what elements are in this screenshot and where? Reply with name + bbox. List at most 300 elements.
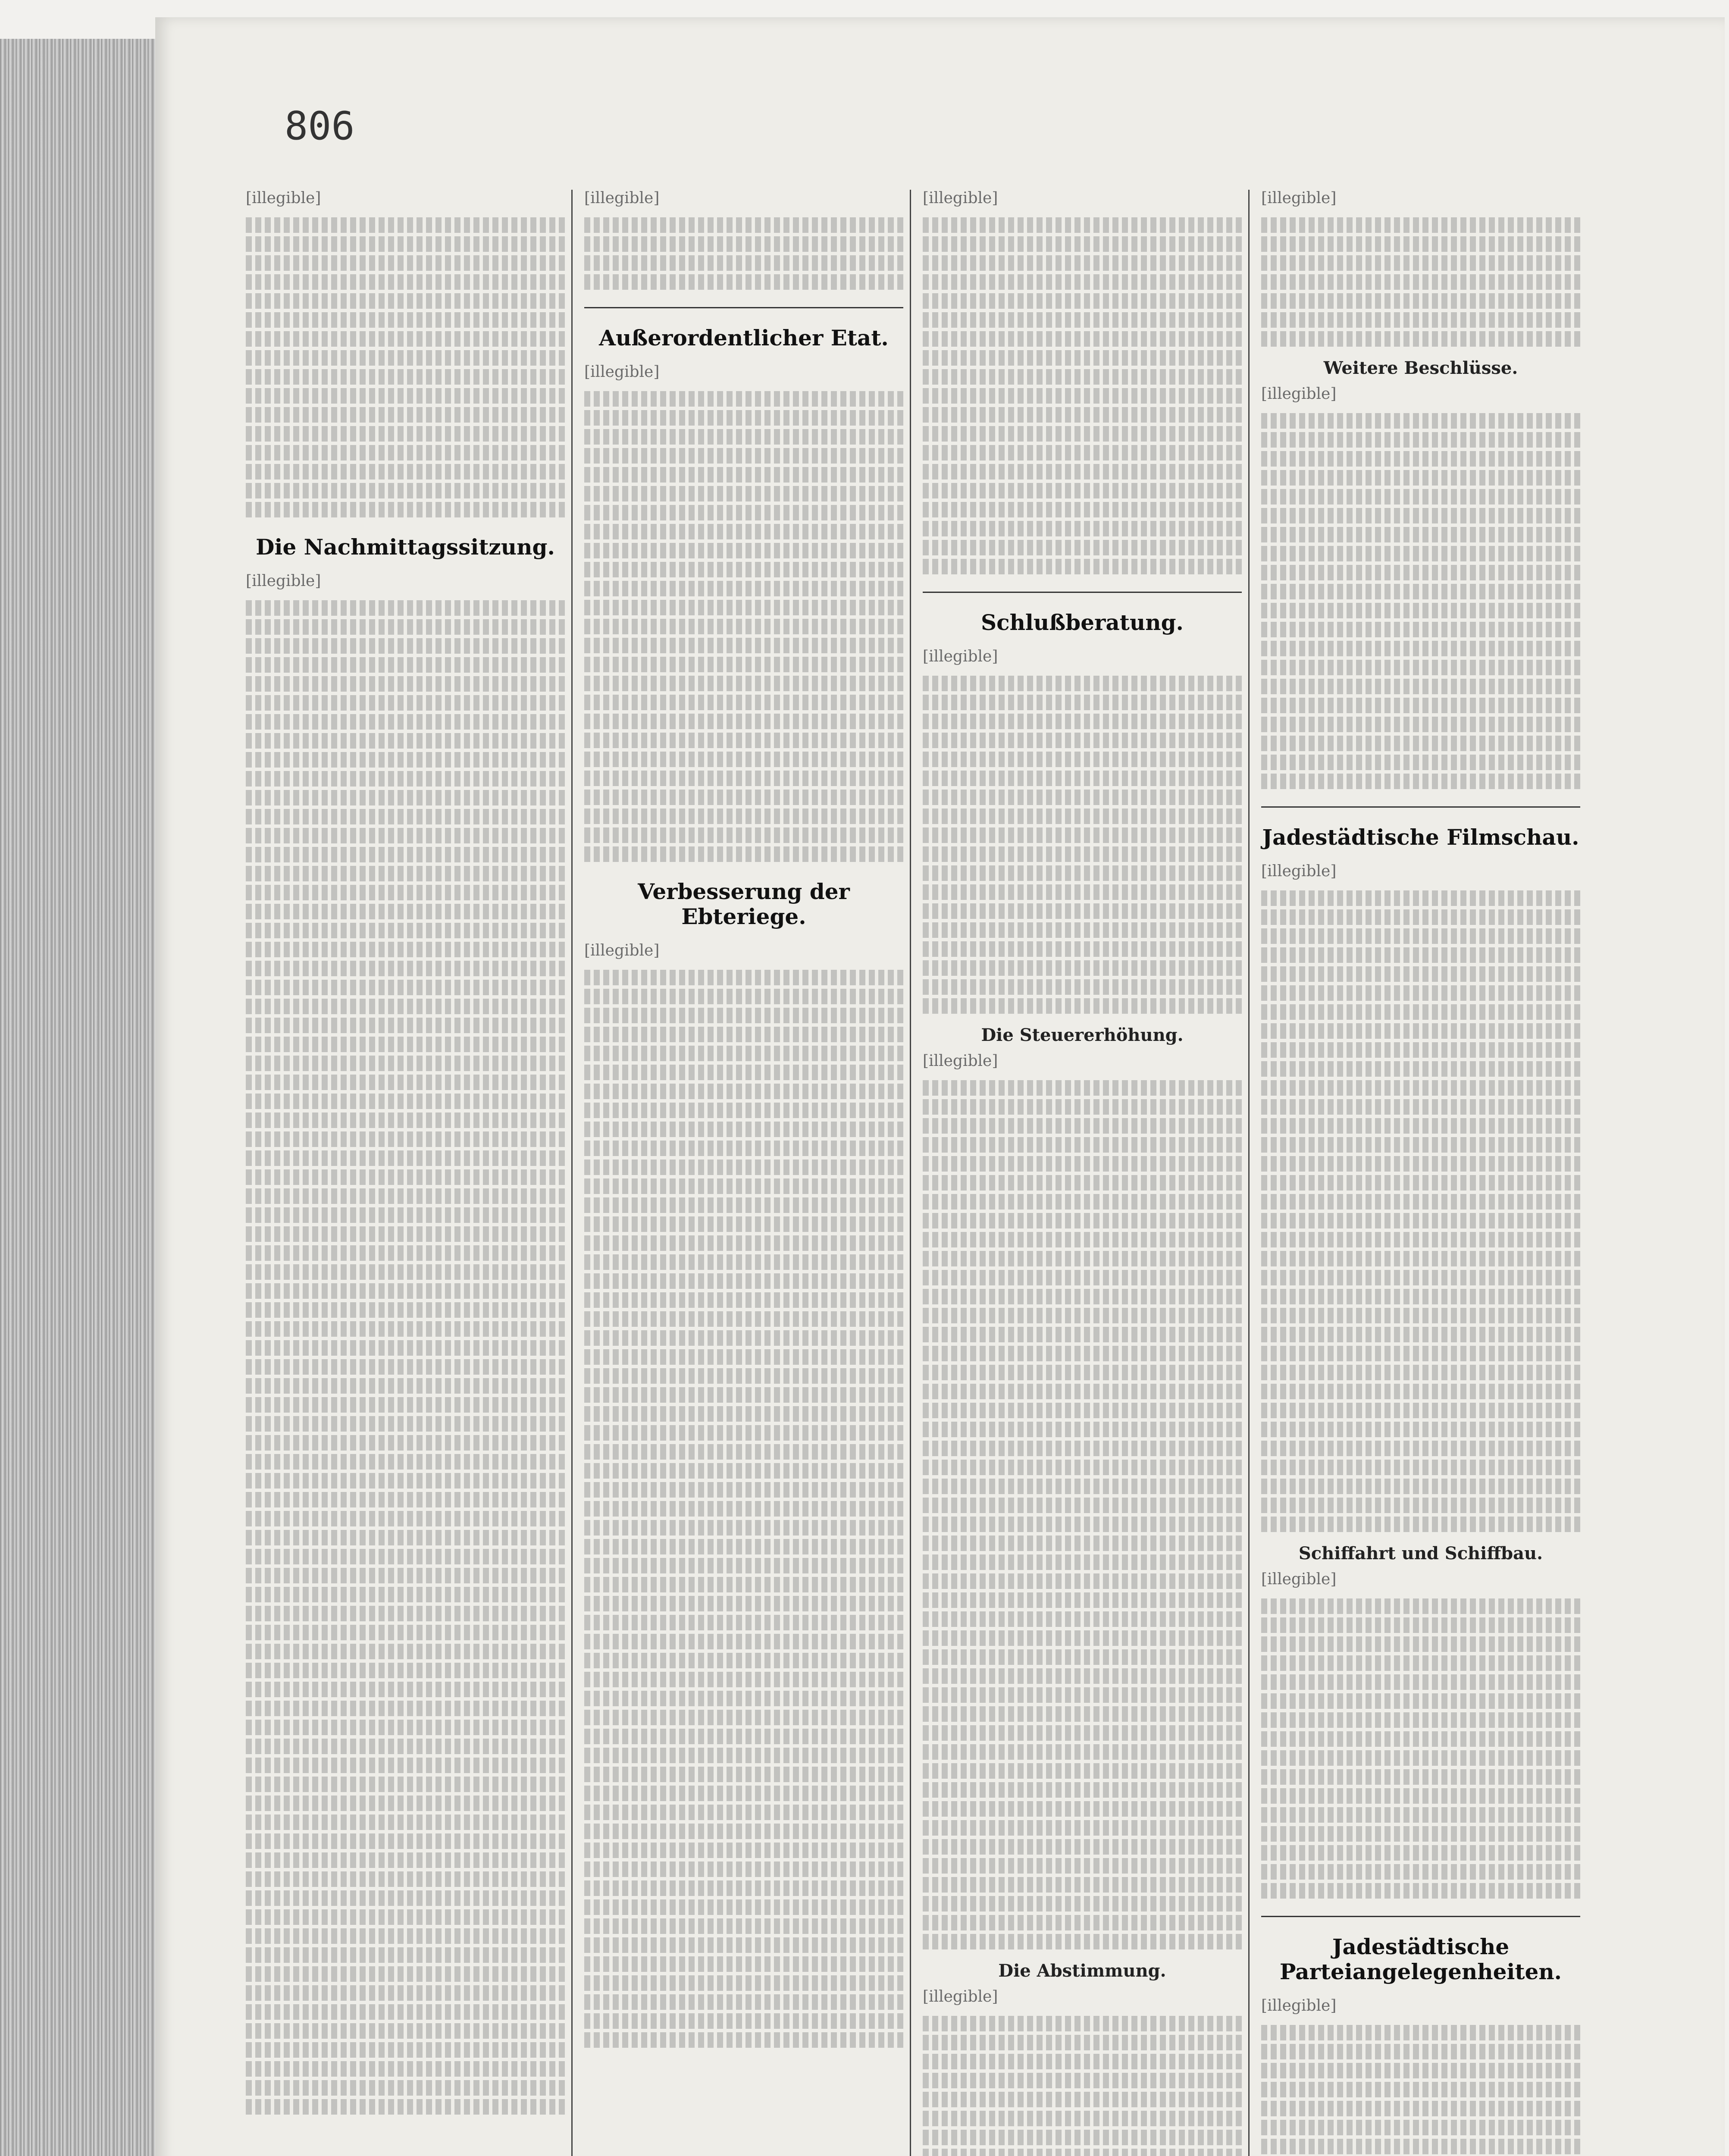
text-line bbox=[1261, 1617, 1580, 1633]
text-line bbox=[246, 1852, 565, 1868]
text-line bbox=[584, 1463, 903, 1479]
text-line bbox=[584, 1539, 903, 1554]
text-line bbox=[246, 1378, 565, 1394]
text-line bbox=[246, 1606, 565, 1621]
text-line bbox=[1261, 1403, 1580, 1418]
text-line bbox=[1261, 890, 1580, 906]
text-line bbox=[1261, 622, 1580, 637]
text-line bbox=[923, 676, 1242, 691]
text-line bbox=[584, 1596, 903, 1611]
text-line bbox=[1261, 1042, 1580, 1058]
text-line bbox=[246, 2080, 565, 2096]
text-line bbox=[246, 1625, 565, 1640]
text-line bbox=[584, 771, 903, 786]
text-line bbox=[246, 695, 565, 711]
text-line bbox=[923, 1839, 1242, 1855]
text-line bbox=[923, 1611, 1242, 1627]
text-line bbox=[584, 714, 903, 729]
text-line bbox=[1261, 1384, 1580, 1399]
text-line bbox=[923, 2130, 1242, 2145]
text-line bbox=[1261, 1251, 1580, 1266]
text-line bbox=[923, 1365, 1242, 1380]
text-line bbox=[584, 1824, 903, 1839]
text-line bbox=[923, 1137, 1242, 1153]
text-line bbox=[923, 1327, 1242, 1342]
text-line bbox=[923, 1384, 1242, 1399]
text-line bbox=[584, 1691, 903, 1706]
text-line bbox=[246, 2099, 565, 2115]
text-line bbox=[584, 752, 903, 767]
text-line bbox=[923, 922, 1242, 938]
text-line bbox=[1261, 255, 1580, 271]
text-line bbox=[584, 790, 903, 805]
text-line bbox=[584, 1710, 903, 1725]
text-line bbox=[246, 1245, 565, 1261]
section-heading: Jadestädtische Filmschau. bbox=[1262, 824, 1579, 850]
text-line bbox=[923, 1460, 1242, 1475]
text-line bbox=[1261, 274, 1580, 290]
text-line bbox=[246, 312, 565, 328]
text-line bbox=[246, 1985, 565, 2001]
text-line bbox=[1261, 641, 1580, 656]
text-line bbox=[584, 505, 903, 520]
text-line bbox=[246, 426, 565, 442]
text-line bbox=[246, 828, 565, 843]
text-line bbox=[923, 903, 1242, 919]
article-text: [illegible] bbox=[1261, 862, 1337, 880]
section-divider bbox=[1261, 1916, 1580, 1917]
text-line bbox=[923, 1896, 1242, 1912]
text-line bbox=[584, 1197, 903, 1213]
text-line bbox=[1261, 2025, 1580, 2040]
text-line bbox=[1261, 1422, 1580, 1437]
text-line bbox=[584, 846, 903, 862]
text-line bbox=[1261, 1194, 1580, 1210]
text-line bbox=[246, 1150, 565, 1166]
article-text: [illegible] bbox=[584, 189, 660, 207]
text-line bbox=[923, 217, 1242, 233]
text-line bbox=[923, 1687, 1242, 1703]
article-text: [illegible] bbox=[923, 1052, 998, 1070]
text-line bbox=[1261, 1023, 1580, 1039]
text-line bbox=[1261, 1693, 1580, 1709]
text-line bbox=[923, 426, 1242, 442]
text-line bbox=[584, 827, 903, 843]
article-text: [illegible] bbox=[923, 1988, 998, 2006]
text-line bbox=[584, 2013, 903, 2029]
text-line bbox=[584, 808, 903, 824]
text-line bbox=[1261, 546, 1580, 561]
text-line bbox=[923, 407, 1242, 423]
text-line bbox=[1261, 1080, 1580, 1096]
article-text: [illegible] bbox=[246, 572, 321, 590]
text-line bbox=[246, 483, 565, 498]
text-line bbox=[584, 1937, 903, 1953]
text-line bbox=[246, 1511, 565, 1526]
text-line bbox=[923, 1118, 1242, 1134]
text-line bbox=[584, 695, 903, 710]
text-line bbox=[923, 1706, 1242, 1722]
text-line bbox=[923, 274, 1242, 290]
text-line bbox=[923, 1479, 1242, 1494]
text-line bbox=[923, 1175, 1242, 1191]
text-line bbox=[584, 1843, 903, 1858]
text-line bbox=[584, 486, 903, 501]
text-line bbox=[584, 1558, 903, 1573]
text-line bbox=[246, 1966, 565, 1982]
text-line bbox=[584, 1159, 903, 1175]
text-line bbox=[584, 1273, 903, 1289]
text-line bbox=[923, 979, 1242, 995]
text-line bbox=[1261, 1175, 1580, 1191]
text-line bbox=[246, 331, 565, 347]
text-line bbox=[923, 865, 1242, 881]
text-line bbox=[923, 350, 1242, 366]
text-line bbox=[923, 559, 1242, 574]
text-line bbox=[246, 1473, 565, 1489]
text-line bbox=[584, 1141, 903, 1156]
text-line bbox=[1261, 2063, 1580, 2078]
text-line bbox=[923, 960, 1242, 976]
text-line bbox=[923, 846, 1242, 862]
text-line bbox=[1261, 1441, 1580, 1456]
text-line bbox=[923, 1744, 1242, 1760]
text-line bbox=[1261, 1712, 1580, 1728]
text-line bbox=[1261, 2139, 1580, 2154]
text-line bbox=[246, 1321, 565, 1337]
text-line bbox=[584, 1311, 903, 1327]
text-line bbox=[1261, 679, 1580, 694]
text-line bbox=[246, 1359, 565, 1375]
text-line bbox=[246, 999, 565, 1014]
text-line bbox=[923, 941, 1242, 957]
text-line bbox=[246, 1283, 565, 1299]
text-line bbox=[1261, 1061, 1580, 1077]
text-line bbox=[923, 771, 1242, 786]
text-line bbox=[246, 600, 565, 616]
text-line bbox=[584, 733, 903, 748]
text-line bbox=[246, 236, 565, 252]
text-line bbox=[1261, 2082, 1580, 2097]
column-divider bbox=[571, 190, 573, 2156]
text-line bbox=[1261, 966, 1580, 982]
text-line bbox=[246, 1131, 565, 1147]
text-line bbox=[1261, 1598, 1580, 1614]
section-divider bbox=[923, 592, 1242, 593]
text-line bbox=[584, 1748, 903, 1763]
text-line bbox=[584, 1065, 903, 1080]
text-line bbox=[246, 1701, 565, 1716]
text-line bbox=[1261, 1232, 1580, 1247]
text-line bbox=[246, 942, 565, 957]
text-line bbox=[246, 1777, 565, 1792]
text-line bbox=[584, 1767, 903, 1782]
text-line bbox=[923, 1592, 1242, 1608]
text-line bbox=[584, 676, 903, 691]
text-line bbox=[1261, 1788, 1580, 1804]
text-line bbox=[923, 1820, 1242, 1836]
text-line bbox=[1261, 217, 1580, 233]
text-line bbox=[584, 1975, 903, 1991]
text-line bbox=[246, 1663, 565, 1678]
text-line bbox=[584, 1615, 903, 1630]
page-number: 806 bbox=[285, 103, 355, 149]
text-line bbox=[923, 790, 1242, 805]
text-line bbox=[584, 1330, 903, 1346]
newspaper-page bbox=[155, 17, 1725, 2156]
text-line bbox=[1261, 1498, 1580, 1513]
column-3 bbox=[923, 190, 1242, 2156]
text-line bbox=[584, 1046, 903, 1061]
text-line bbox=[923, 1308, 1242, 1323]
text-line bbox=[584, 1368, 903, 1384]
text-line bbox=[246, 2061, 565, 2077]
text-line bbox=[923, 1194, 1242, 1210]
text-line bbox=[1261, 1517, 1580, 1532]
text-line bbox=[246, 1928, 565, 1944]
section-heading: Verbesserung der Ebteriege. bbox=[638, 879, 850, 929]
text-line bbox=[923, 540, 1242, 555]
text-line bbox=[923, 255, 1242, 271]
text-line bbox=[246, 961, 565, 976]
text-line bbox=[1261, 1674, 1580, 1690]
text-line bbox=[923, 1232, 1242, 1247]
text-line bbox=[246, 2023, 565, 2039]
text-line bbox=[923, 1858, 1242, 1874]
text-line bbox=[246, 445, 565, 461]
text-line bbox=[246, 1909, 565, 1925]
text-line bbox=[923, 1403, 1242, 1418]
text-line bbox=[923, 1441, 1242, 1456]
text-line bbox=[584, 1653, 903, 1668]
text-line bbox=[1261, 1099, 1580, 1115]
text-line bbox=[1261, 1750, 1580, 1766]
text-line bbox=[923, 1099, 1242, 1115]
text-line bbox=[1261, 1864, 1580, 1880]
text-line bbox=[923, 1080, 1242, 1096]
text-line bbox=[1261, 1636, 1580, 1652]
text-line bbox=[923, 445, 1242, 461]
text-line bbox=[246, 904, 565, 919]
text-line bbox=[246, 407, 565, 423]
text-line bbox=[1261, 603, 1580, 618]
text-line bbox=[923, 1573, 1242, 1589]
text-line bbox=[584, 1387, 903, 1403]
text-line bbox=[1261, 508, 1580, 523]
text-line bbox=[923, 998, 1242, 1014]
text-line bbox=[923, 1346, 1242, 1361]
text-line bbox=[584, 1349, 903, 1365]
section-heading: Jadestädtische Parteiangelegenheiten. bbox=[1279, 1934, 1562, 1984]
text-line bbox=[246, 619, 565, 635]
text-line bbox=[584, 1861, 903, 1877]
text-line bbox=[1261, 660, 1580, 675]
text-line bbox=[246, 350, 565, 366]
column-1 bbox=[246, 190, 565, 2156]
text-line bbox=[1261, 432, 1580, 448]
column-divider bbox=[1248, 190, 1250, 2156]
text-line bbox=[584, 448, 903, 464]
text-line bbox=[923, 464, 1242, 479]
text-line bbox=[584, 1254, 903, 1270]
text-line bbox=[246, 1416, 565, 1432]
text-line bbox=[923, 388, 1242, 404]
column-divider bbox=[910, 190, 911, 2156]
text-line bbox=[584, 1122, 903, 1137]
text-line bbox=[923, 695, 1242, 710]
text-line bbox=[923, 714, 1242, 729]
article-text: [illegible] bbox=[923, 648, 998, 665]
text-line bbox=[923, 2073, 1242, 2088]
text-line bbox=[923, 1517, 1242, 1532]
article-text: [illegible] bbox=[923, 189, 998, 207]
text-line bbox=[246, 369, 565, 385]
section-divider bbox=[1261, 806, 1580, 808]
text-line bbox=[923, 483, 1242, 498]
text-line bbox=[246, 1587, 565, 1602]
text-line bbox=[584, 236, 903, 252]
text-line bbox=[246, 1207, 565, 1223]
text-line bbox=[584, 1216, 903, 1232]
text-line bbox=[246, 255, 565, 271]
text-line bbox=[246, 1833, 565, 1849]
text-line bbox=[1261, 717, 1580, 732]
text-line bbox=[246, 771, 565, 787]
text-line bbox=[246, 657, 565, 673]
text-line bbox=[923, 1156, 1242, 1172]
text-line bbox=[584, 638, 903, 653]
text-line bbox=[584, 1994, 903, 2010]
text-line bbox=[246, 502, 565, 517]
text-line bbox=[584, 1292, 903, 1308]
text-line bbox=[1261, 1845, 1580, 1861]
subsection-heading: Weitere Beschlüsse. bbox=[1323, 358, 1518, 378]
text-line bbox=[1261, 2101, 1580, 2116]
article-text: [illegible] bbox=[246, 189, 321, 207]
text-line bbox=[246, 1435, 565, 1451]
text-line bbox=[584, 1634, 903, 1649]
text-line bbox=[1261, 2044, 1580, 2059]
text-line bbox=[1261, 1807, 1580, 1823]
text-line bbox=[1261, 1289, 1580, 1304]
text-line bbox=[1261, 1883, 1580, 1899]
text-line bbox=[923, 2035, 1242, 2050]
text-line bbox=[923, 312, 1242, 328]
text-line bbox=[246, 1720, 565, 1735]
subsection-heading: Die Steuererhöhung. bbox=[981, 1025, 1184, 1045]
text-line bbox=[246, 217, 565, 233]
text-line bbox=[246, 2004, 565, 2020]
article-text: [illegible] bbox=[584, 363, 660, 381]
text-line bbox=[584, 391, 903, 407]
text-line bbox=[923, 752, 1242, 767]
text-line bbox=[1261, 928, 1580, 944]
text-line bbox=[923, 293, 1242, 309]
text-line bbox=[246, 293, 565, 309]
text-line bbox=[923, 1630, 1242, 1646]
text-line bbox=[246, 1796, 565, 1811]
text-line bbox=[923, 236, 1242, 252]
text-line bbox=[246, 980, 565, 995]
text-line bbox=[584, 1899, 903, 1915]
text-line bbox=[246, 752, 565, 768]
text-line bbox=[584, 467, 903, 483]
text-line bbox=[584, 524, 903, 539]
text-line bbox=[584, 1425, 903, 1441]
text-line bbox=[1261, 1826, 1580, 1842]
text-line bbox=[1261, 1308, 1580, 1323]
text-line bbox=[246, 733, 565, 749]
text-line bbox=[1261, 1156, 1580, 1172]
text-line bbox=[584, 1880, 903, 1896]
text-line bbox=[923, 1498, 1242, 1513]
text-line bbox=[923, 521, 1242, 536]
text-line bbox=[1261, 909, 1580, 925]
text-line bbox=[923, 2111, 1242, 2126]
text-line bbox=[1261, 584, 1580, 599]
text-line bbox=[584, 410, 903, 426]
column-4 bbox=[1261, 190, 1580, 2156]
text-line bbox=[1261, 451, 1580, 467]
text-line bbox=[1261, 293, 1580, 309]
text-line bbox=[923, 1251, 1242, 1266]
text-line bbox=[1261, 331, 1580, 347]
text-line bbox=[246, 1492, 565, 1507]
text-line bbox=[1261, 698, 1580, 713]
text-line bbox=[246, 1644, 565, 1659]
text-line bbox=[1261, 1479, 1580, 1494]
text-line bbox=[923, 884, 1242, 900]
text-line bbox=[923, 502, 1242, 517]
article-text: [illegible] bbox=[584, 942, 660, 959]
text-line bbox=[1261, 736, 1580, 751]
article-text: [illegible] bbox=[1261, 1570, 1337, 1588]
text-line bbox=[584, 1482, 903, 1498]
text-line bbox=[923, 1554, 1242, 1570]
text-line bbox=[923, 1915, 1242, 1930]
text-line bbox=[246, 1758, 565, 1773]
text-line bbox=[1261, 527, 1580, 542]
text-line bbox=[923, 1934, 1242, 1949]
text-line bbox=[584, 989, 903, 1004]
text-line bbox=[584, 429, 903, 445]
text-line bbox=[1261, 413, 1580, 429]
text-line bbox=[246, 1226, 565, 1242]
text-line bbox=[584, 1918, 903, 1934]
text-line bbox=[246, 1018, 565, 1033]
text-line bbox=[246, 1112, 565, 1128]
text-line bbox=[1261, 236, 1580, 252]
text-line bbox=[1261, 1346, 1580, 1361]
text-line bbox=[1261, 312, 1580, 328]
text-line bbox=[923, 369, 1242, 385]
text-line bbox=[246, 1549, 565, 1564]
text-line bbox=[584, 1956, 903, 1972]
text-line bbox=[246, 790, 565, 805]
section-heading: Die Nachmittagssitzung. bbox=[256, 534, 555, 560]
section-heading: Schlußberatung. bbox=[981, 610, 1184, 635]
text-line bbox=[246, 1947, 565, 1963]
text-line bbox=[923, 808, 1242, 824]
text-line bbox=[246, 1056, 565, 1071]
text-line bbox=[246, 1397, 565, 1413]
text-line bbox=[923, 1270, 1242, 1285]
text-line bbox=[246, 1890, 565, 1906]
text-line bbox=[923, 1289, 1242, 1304]
text-line bbox=[1261, 1731, 1580, 1747]
text-line bbox=[923, 733, 1242, 748]
book-page-edges bbox=[0, 39, 157, 2156]
